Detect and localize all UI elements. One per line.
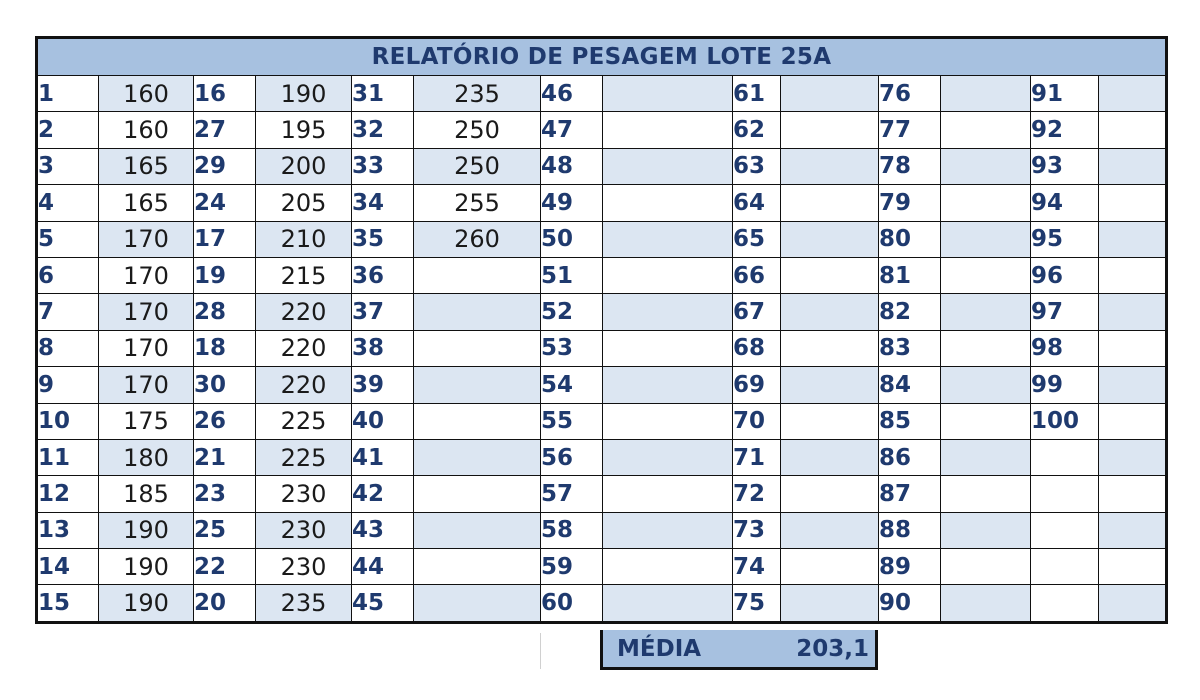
weight-cell xyxy=(941,367,1031,403)
table-row xyxy=(37,221,1167,257)
weight-cell xyxy=(603,221,733,257)
animal-id-cell: 54 xyxy=(541,367,603,403)
animal-id-cell: 15 xyxy=(37,585,99,622)
weight-cell xyxy=(1099,221,1167,257)
animal-id-cell: 37 xyxy=(352,294,414,330)
weight-cell: 250 xyxy=(414,112,541,148)
animal-id-cell: 57 xyxy=(541,476,603,512)
weight-cell xyxy=(414,403,541,439)
table-row xyxy=(37,512,1167,548)
table-row xyxy=(37,585,1167,622)
weighing-report-table xyxy=(35,36,1168,624)
report-title: RELATÓRIO DE PESAGEM LOTE 25A xyxy=(37,38,1167,76)
animal-id-cell: 50 xyxy=(541,221,603,257)
animal-id-cell: 48 xyxy=(541,148,603,184)
weight-cell xyxy=(603,148,733,184)
weight-cell xyxy=(603,512,733,548)
animal-id-cell: 90 xyxy=(879,585,941,622)
weight-cell: 190 xyxy=(99,549,194,585)
animal-id-cell: 47 xyxy=(541,112,603,148)
table-row xyxy=(37,367,1167,403)
report-body xyxy=(37,76,1167,623)
animal-id-cell: 18 xyxy=(194,330,256,366)
weight-cell xyxy=(781,439,879,475)
weight-cell: 235 xyxy=(414,76,541,112)
weight-cell xyxy=(781,403,879,439)
weight-cell xyxy=(941,294,1031,330)
weight-cell xyxy=(781,294,879,330)
weight-cell xyxy=(414,585,541,622)
animal-id-cell: 16 xyxy=(194,76,256,112)
weight-cell: 235 xyxy=(256,585,352,622)
weight-cell xyxy=(941,439,1031,475)
weight-cell xyxy=(414,257,541,293)
weight-cell: 160 xyxy=(99,76,194,112)
weight-cell xyxy=(603,403,733,439)
weight-cell: 205 xyxy=(256,185,352,221)
weight-cell: 220 xyxy=(256,294,352,330)
animal-id-cell: 4 xyxy=(37,185,99,221)
weight-cell xyxy=(941,112,1031,148)
animal-id-cell: 55 xyxy=(541,403,603,439)
weight-cell: 170 xyxy=(99,294,194,330)
animal-id-cell: 46 xyxy=(541,76,603,112)
animal-id-cell: 83 xyxy=(879,330,941,366)
animal-id-cell: 51 xyxy=(541,257,603,293)
animal-id-cell: 72 xyxy=(733,476,781,512)
average-box xyxy=(600,630,878,670)
weight-cell xyxy=(941,549,1031,585)
table-row xyxy=(37,294,1167,330)
weight-cell: 210 xyxy=(256,221,352,257)
animal-id-cell: 42 xyxy=(352,476,414,512)
weight-cell xyxy=(941,512,1031,548)
weight-cell xyxy=(781,112,879,148)
animal-id-cell: 81 xyxy=(879,257,941,293)
animal-id-cell: 74 xyxy=(733,549,781,585)
animal-id-cell: 17 xyxy=(194,221,256,257)
table-row xyxy=(37,403,1167,439)
animal-id-cell: 59 xyxy=(541,549,603,585)
weight-cell: 170 xyxy=(99,330,194,366)
animal-id-cell: 43 xyxy=(352,512,414,548)
animal-id-cell: 93 xyxy=(1031,148,1099,184)
weight-cell xyxy=(1099,367,1167,403)
weight-cell xyxy=(1099,148,1167,184)
animal-id-cell: 26 xyxy=(194,403,256,439)
animal-id-cell: 53 xyxy=(541,330,603,366)
animal-id-cell: 73 xyxy=(733,512,781,548)
weight-cell xyxy=(414,512,541,548)
weight-cell xyxy=(781,221,879,257)
weight-cell xyxy=(603,185,733,221)
weight-cell xyxy=(1099,476,1167,512)
animal-id-cell: 19 xyxy=(194,257,256,293)
animal-id-cell: 66 xyxy=(733,257,781,293)
weight-cell xyxy=(603,549,733,585)
weight-cell xyxy=(1099,439,1167,475)
animal-id-cell: 86 xyxy=(879,439,941,475)
animal-id-cell: 75 xyxy=(733,585,781,622)
weight-cell xyxy=(1099,185,1167,221)
weight-cell: 250 xyxy=(414,148,541,184)
animal-id-cell: 41 xyxy=(352,439,414,475)
animal-id-cell: 10 xyxy=(37,403,99,439)
table-row xyxy=(37,476,1167,512)
weight-cell xyxy=(781,257,879,293)
weight-cell xyxy=(781,476,879,512)
animal-id-cell: 78 xyxy=(879,148,941,184)
weight-cell xyxy=(603,112,733,148)
weight-cell: 160 xyxy=(99,112,194,148)
weight-cell xyxy=(941,476,1031,512)
animal-id-cell: 62 xyxy=(733,112,781,148)
weight-cell: 230 xyxy=(256,512,352,548)
weight-cell xyxy=(941,221,1031,257)
animal-id-cell: 27 xyxy=(194,112,256,148)
animal-id-cell: 94 xyxy=(1031,185,1099,221)
table-row xyxy=(37,330,1167,366)
weight-cell: 190 xyxy=(256,76,352,112)
animal-id-cell: 30 xyxy=(194,367,256,403)
animal-id-cell: 85 xyxy=(879,403,941,439)
weight-cell xyxy=(781,367,879,403)
weight-cell: 185 xyxy=(99,476,194,512)
table-row xyxy=(37,257,1167,293)
animal-id-cell: 6 xyxy=(37,257,99,293)
weight-cell xyxy=(941,148,1031,184)
animal-id-cell: 12 xyxy=(37,476,99,512)
weight-cell xyxy=(781,76,879,112)
animal-id-cell xyxy=(1031,549,1099,585)
animal-id-cell: 61 xyxy=(733,76,781,112)
animal-id-cell: 38 xyxy=(352,330,414,366)
animal-id-cell: 69 xyxy=(733,367,781,403)
weight-cell xyxy=(603,585,733,622)
weight-cell xyxy=(603,76,733,112)
animal-id-cell: 3 xyxy=(37,148,99,184)
weight-cell xyxy=(941,403,1031,439)
weight-cell xyxy=(414,294,541,330)
table-row xyxy=(37,185,1167,221)
weight-cell xyxy=(1099,549,1167,585)
animal-id-cell: 97 xyxy=(1031,294,1099,330)
weight-cell: 175 xyxy=(99,403,194,439)
animal-id-cell: 1 xyxy=(37,76,99,112)
animal-id-cell: 88 xyxy=(879,512,941,548)
animal-id-cell: 7 xyxy=(37,294,99,330)
weight-cell: 260 xyxy=(414,221,541,257)
animal-id-cell xyxy=(1031,476,1099,512)
animal-id-cell: 34 xyxy=(352,185,414,221)
animal-id-cell: 9 xyxy=(37,367,99,403)
animal-id-cell: 5 xyxy=(37,221,99,257)
weight-cell: 170 xyxy=(99,221,194,257)
animal-id-cell: 32 xyxy=(352,112,414,148)
weight-cell: 230 xyxy=(256,476,352,512)
animal-id-cell: 11 xyxy=(37,439,99,475)
animal-id-cell: 64 xyxy=(733,185,781,221)
weight-cell xyxy=(781,512,879,548)
weight-cell xyxy=(941,330,1031,366)
animal-id-cell: 65 xyxy=(733,221,781,257)
weight-cell xyxy=(1099,257,1167,293)
weight-cell xyxy=(781,185,879,221)
animal-id-cell: 68 xyxy=(733,330,781,366)
weight-cell xyxy=(414,367,541,403)
weight-cell xyxy=(603,439,733,475)
weight-cell: 190 xyxy=(99,512,194,548)
average-value: 203,1 xyxy=(796,635,869,662)
animal-id-cell: 44 xyxy=(352,549,414,585)
animal-id-cell: 33 xyxy=(352,148,414,184)
animal-id-cell: 84 xyxy=(879,367,941,403)
animal-id-cell: 99 xyxy=(1031,367,1099,403)
weight-cell: 220 xyxy=(256,367,352,403)
weight-cell xyxy=(1099,112,1167,148)
animal-id-cell: 95 xyxy=(1031,221,1099,257)
weight-cell: 225 xyxy=(256,439,352,475)
animal-id-cell: 100 xyxy=(1031,403,1099,439)
weight-cell: 255 xyxy=(414,185,541,221)
animal-id-cell: 70 xyxy=(733,403,781,439)
weight-cell: 195 xyxy=(256,112,352,148)
weight-cell xyxy=(414,439,541,475)
animal-id-cell: 79 xyxy=(879,185,941,221)
weight-cell xyxy=(414,330,541,366)
animal-id-cell: 87 xyxy=(879,476,941,512)
animal-id-cell: 2 xyxy=(37,112,99,148)
weight-cell: 165 xyxy=(99,185,194,221)
weight-cell xyxy=(1099,512,1167,548)
weight-cell xyxy=(1099,294,1167,330)
weight-cell: 170 xyxy=(99,367,194,403)
animal-id-cell: 52 xyxy=(541,294,603,330)
animal-id-cell: 28 xyxy=(194,294,256,330)
weight-cell xyxy=(941,185,1031,221)
weight-cell xyxy=(603,294,733,330)
animal-id-cell xyxy=(1031,512,1099,548)
weight-cell xyxy=(603,330,733,366)
animal-id-cell: 77 xyxy=(879,112,941,148)
animal-id-cell: 22 xyxy=(194,549,256,585)
animal-id-cell: 8 xyxy=(37,330,99,366)
animal-id-cell: 96 xyxy=(1031,257,1099,293)
animal-id-cell: 98 xyxy=(1031,330,1099,366)
weight-cell xyxy=(941,257,1031,293)
animal-id-cell: 39 xyxy=(352,367,414,403)
table-row xyxy=(37,148,1167,184)
weight-cell xyxy=(941,585,1031,622)
animal-id-cell: 21 xyxy=(194,439,256,475)
animal-id-cell: 36 xyxy=(352,257,414,293)
weight-cell xyxy=(1099,403,1167,439)
table-row xyxy=(37,112,1167,148)
table-row xyxy=(37,76,1167,112)
animal-id-cell: 71 xyxy=(733,439,781,475)
average-label: MÉDIA xyxy=(617,635,702,662)
animal-id-cell: 67 xyxy=(733,294,781,330)
weight-cell xyxy=(781,549,879,585)
animal-id-cell: 40 xyxy=(352,403,414,439)
weight-cell xyxy=(1099,585,1167,622)
animal-id-cell: 31 xyxy=(352,76,414,112)
weight-cell: 170 xyxy=(99,257,194,293)
animal-id-cell: 63 xyxy=(733,148,781,184)
animal-id-cell: 82 xyxy=(879,294,941,330)
weight-cell xyxy=(603,476,733,512)
animal-id-cell: 29 xyxy=(194,148,256,184)
weight-cell xyxy=(1099,76,1167,112)
animal-id-cell xyxy=(1031,439,1099,475)
animal-id-cell: 25 xyxy=(194,512,256,548)
animal-id-cell: 60 xyxy=(541,585,603,622)
animal-id-cell: 35 xyxy=(352,221,414,257)
animal-id-cell: 76 xyxy=(879,76,941,112)
animal-id-cell: 24 xyxy=(194,185,256,221)
animal-id-cell: 45 xyxy=(352,585,414,622)
weight-cell: 165 xyxy=(99,148,194,184)
animal-id-cell: 80 xyxy=(879,221,941,257)
animal-id-cell xyxy=(1031,585,1099,622)
weight-cell: 230 xyxy=(256,549,352,585)
animal-id-cell: 58 xyxy=(541,512,603,548)
table-row xyxy=(37,549,1167,585)
animal-id-cell: 14 xyxy=(37,549,99,585)
weight-cell xyxy=(603,257,733,293)
weight-cell xyxy=(781,330,879,366)
weight-cell: 215 xyxy=(256,257,352,293)
weight-cell xyxy=(1099,330,1167,366)
animal-id-cell: 20 xyxy=(194,585,256,622)
animal-id-cell: 92 xyxy=(1031,112,1099,148)
animal-id-cell: 49 xyxy=(541,185,603,221)
divider-line xyxy=(540,633,541,669)
weight-cell: 225 xyxy=(256,403,352,439)
weight-cell: 220 xyxy=(256,330,352,366)
animal-id-cell: 23 xyxy=(194,476,256,512)
weight-cell xyxy=(414,549,541,585)
weight-cell: 200 xyxy=(256,148,352,184)
animal-id-cell: 91 xyxy=(1031,76,1099,112)
animal-id-cell: 56 xyxy=(541,439,603,475)
animal-id-cell: 13 xyxy=(37,512,99,548)
weight-cell: 180 xyxy=(99,439,194,475)
weight-cell xyxy=(603,367,733,403)
weight-cell: 190 xyxy=(99,585,194,622)
weight-cell xyxy=(781,585,879,622)
weight-cell xyxy=(414,476,541,512)
weight-cell xyxy=(781,148,879,184)
table-row xyxy=(37,439,1167,475)
weight-cell xyxy=(941,76,1031,112)
animal-id-cell: 89 xyxy=(879,549,941,585)
